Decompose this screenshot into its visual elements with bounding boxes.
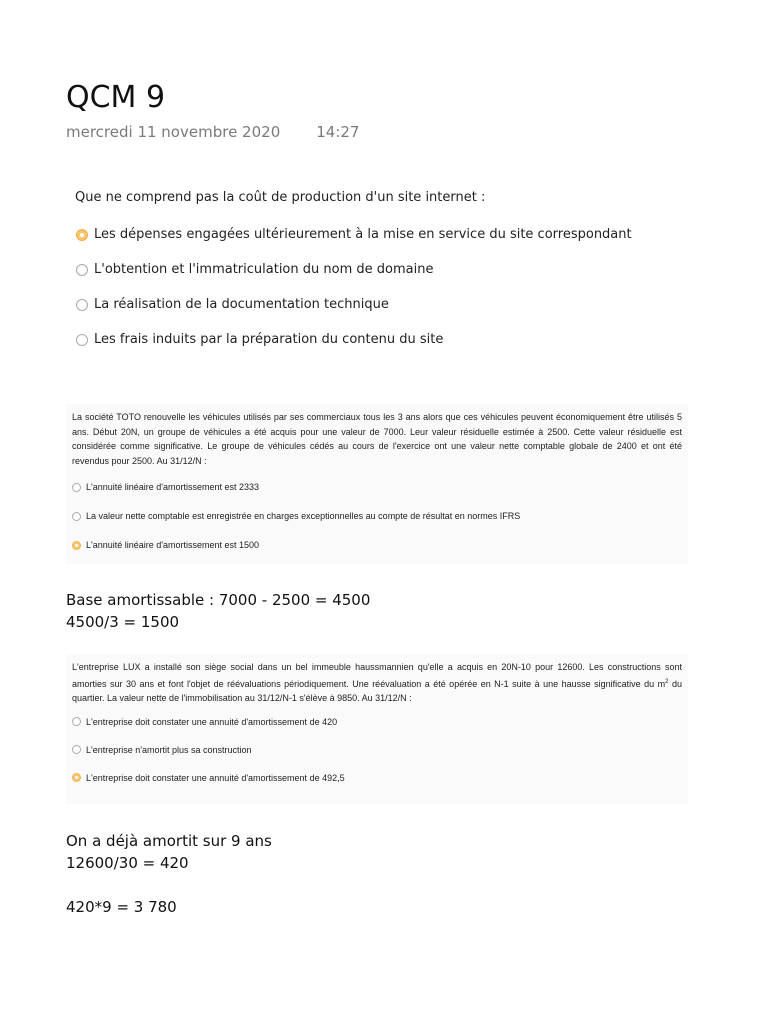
page-date: mercredi 11 novembre 2020 [66, 123, 281, 141]
page-bottom-clip [0, 941, 768, 1024]
question-2-option-3[interactable] [72, 540, 682, 550]
radio-icon[interactable] [72, 745, 81, 754]
question-1-text: Que ne comprend pas la coût de production d'un site internet : [75, 190, 486, 205]
option-label: Les frais induits par la préparation du contenu du site [94, 332, 444, 347]
question-1-option-2[interactable] [76, 262, 696, 277]
radio-icon[interactable] [72, 512, 81, 521]
question-2 [66, 404, 688, 564]
page-timestamp [66, 123, 359, 141]
radio-icon[interactable] [72, 483, 81, 492]
question-2-text: La société TOTO renouvelle les véhicules utilisés par ses commerciaux tous les 3 ans alors que ces véhicules peuvent économiquement être utilisés 5 ans. Début 20N, un groupe de véhicules a été acquis pour une valeur de 7000. Leur valeur résiduelle estimée à 2500. Cette valeur résiduelle est considérée comme significative. Le groupe de véhicules cédés au cours de l'exercice ont une valeur nette comptable globale de 2400 et ont été revendus pour 2500. Au 31/12/N : [72, 412, 682, 466]
option-label: Les dépenses engagées ultérieurement à la mise en service du site correspondant [94, 227, 632, 242]
question-3 [66, 654, 688, 804]
radio-selected-icon[interactable] [72, 541, 81, 550]
question-2-option-2[interactable] [72, 511, 682, 521]
question-3-superscript: 2 [665, 678, 669, 685]
radio-icon[interactable] [76, 299, 88, 311]
answer-3-line-2: 12600/30 = 420 [66, 854, 189, 872]
option-label: La valeur nette comptable est enregistrée en charges exceptionnelles au compte de résultat en normes IFRS [86, 511, 521, 521]
radio-icon[interactable] [76, 264, 88, 276]
option-label: L'entreprise doit constater une annuité d'amortissement de 492,5 [86, 772, 345, 783]
radio-icon[interactable] [72, 717, 81, 726]
question-3-option-3[interactable] [72, 773, 682, 783]
answer-2 [66, 589, 370, 633]
question-1-option-4[interactable] [76, 332, 696, 347]
option-label: L'entreprise doit constater une annuité d'amortissement de 420 [86, 716, 338, 727]
page-title: QCM 9 [66, 80, 166, 115]
option-label: L'obtention et l'immatriculation du nom de domaine [94, 262, 434, 277]
question-3-text-part-1: L'entreprise LUX a installé son siège social dans un bel immeuble haussmannien qu'elle a acquis en 20N-10 pour 12600. Les constructions sont amorties sur 30 ans et font l'objet de réévaluations périodiquement. Une réévaluation a été opérée en N-1 suite à une hausse significative du m [72, 662, 682, 689]
answer-3-line-1: On a déjà amortit sur 9 ans [66, 832, 272, 850]
question-2-option-1[interactable] [72, 482, 682, 492]
spacer [66, 874, 272, 896]
question-3-text-part-2: du quartier. La valeur nette de l'immobilisation au 31/12/N-1 s'élève à 9850. Au 31/12/N : [72, 678, 682, 703]
answer-3-line-3: 420*9 = 3 780 [66, 898, 177, 916]
question-3-option-1[interactable] [72, 717, 682, 727]
question-3-text [72, 660, 682, 706]
answer-2-line-2: 4500/3 = 1500 [66, 613, 180, 631]
question-1-option-1[interactable] [76, 227, 696, 242]
radio-icon[interactable] [76, 334, 88, 346]
option-label: L'entreprise n'amortit plus sa construction [86, 744, 252, 755]
radio-selected-icon[interactable] [76, 229, 88, 241]
option-label: L'annuité linéaire d'amortissement est 2333 [86, 482, 260, 492]
question-1-option-3[interactable] [76, 297, 696, 312]
page-time: 14:27 [316, 123, 360, 141]
question-3-option-2[interactable] [72, 745, 682, 755]
radio-selected-icon[interactable] [72, 773, 81, 782]
option-label: L'annuité linéaire d'amortissement est 1500 [86, 540, 260, 550]
spacer [66, 918, 272, 940]
answer-2-line-1: Base amortissable : 7000 - 2500 = 4500 [66, 591, 371, 609]
option-label: La réalisation de la documentation technique [94, 297, 389, 312]
question-1 [66, 190, 696, 347]
